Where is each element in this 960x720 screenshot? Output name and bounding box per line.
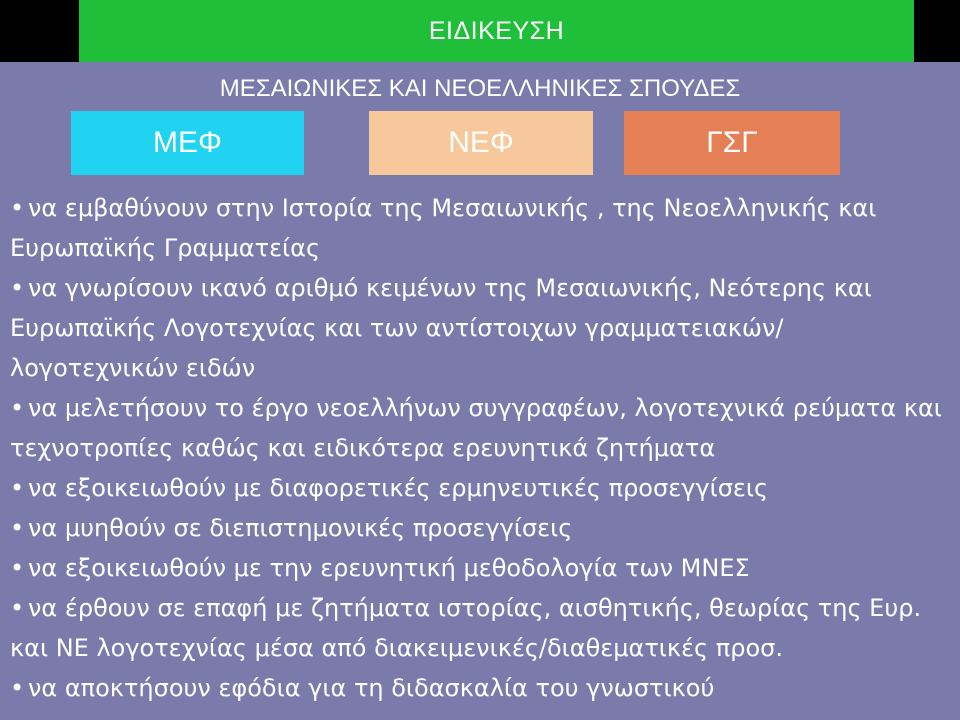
bullet-dot: • [10, 674, 25, 702]
box-nef-label: ΝΕΦ [448, 126, 514, 159]
subtitle: ΜΕΣΑΙΩΝΙΚΕΣ ΚΑΙ ΝΕΟΕΛΛΗΝΙΚΕΣ ΣΠΟΥΔΕΣ [219, 75, 741, 102]
bullet-dot: • [10, 194, 25, 222]
bullet-text: να εξοικειωθούν με την ερευνητική μεθοδολογία των ΜΝΕΣ [28, 554, 750, 582]
bullet-item [10, 188, 955, 268]
bullet-text: να μελετήσουν το έργο νεοελλήνων συγγραφέων, λογοτεχνικά ρεύματα και τεχνοτροπίες καθώς και ειδικότερα ερευνητικά ζητήματα [10, 394, 942, 462]
bullet-text: να γνωρίσουν ικανό αριθμό κειμένων της Μεσαιωνικής, Νεότερης και Ευρωπαϊκής Λογοτεχνίας και των αντίστοιχων γραμματειακών/ λογοτεχνικών ειδών [10, 274, 872, 382]
right-black-block [914, 0, 960, 62]
left-black-block [0, 0, 79, 62]
bullet-item [10, 588, 955, 668]
header-bar [79, 0, 914, 62]
bullet-item [10, 548, 955, 588]
bullet-dot: • [10, 274, 25, 302]
box-gsg-label: ΓΣΓ [706, 126, 758, 159]
box-mef-label: ΜΕΦ [153, 126, 222, 159]
bullet-list [10, 188, 955, 708]
box-mef [71, 111, 304, 175]
bullet-dot: • [10, 394, 25, 422]
bullet-dot: • [10, 594, 25, 622]
bullet-dot: • [10, 474, 25, 502]
bullet-item [10, 468, 955, 508]
bullet-text: να μυηθούν σε διεπιστημονικές προσεγγίσεις [28, 514, 573, 542]
bullet-dot: • [10, 554, 25, 582]
bullet-item [10, 268, 955, 388]
header-title: ΕΙΔΙΚΕΥΣΗ [428, 16, 565, 45]
bullet-text: να αποκτήσουν εφόδια για τη διδασκαλία του γνωστικού [28, 674, 715, 702]
bullet-item [10, 668, 955, 708]
bullet-dot: • [10, 514, 25, 542]
bullet-text: να εξοικειωθούν με διαφορετικές ερμηνευτικές προσεγγίσεις [28, 474, 769, 502]
bullet-text: να έρθουν σε επαφή με ζητήματα ιστορίας, αισθητικής, θεωρίας της Ευρ. και ΝΕ λογοτεχνίας μέσα από διακειμενικές/διαθεματικές προσ. [10, 594, 922, 662]
bullet-item [10, 388, 955, 468]
bullet-text: να εμβαθύνουν στην Ιστορία της Μεσαιωνικής , της Νεοελληνικής και Ευρωπαϊκής Γραμματείας [10, 194, 877, 262]
box-nef [369, 111, 593, 175]
box-gsg [624, 111, 840, 175]
bullet-item [10, 508, 955, 548]
